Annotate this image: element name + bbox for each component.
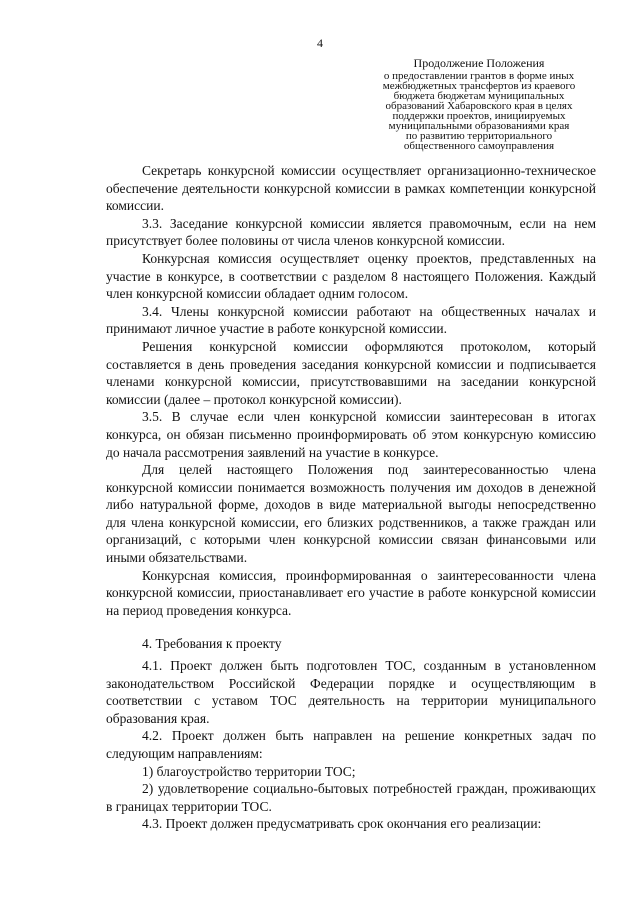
header-line: по развитию территориального (405, 130, 553, 142)
header-line: о предоставлении грантов в форме иных (383, 70, 575, 82)
body-paragraph: 4.3. Проект должен предусматривать срок окончания его реализации: (142, 816, 542, 832)
list-item: 1) благоустройство территории ТОС; (142, 763, 356, 779)
body-paragraph: Секретарь конкурсной комиссии осуществляет организационно-техническое обеспечение деятельности конкурсной комиссии в рамках компетенции конкурсной комиссии. (106, 163, 596, 214)
section-heading: 4. Требования к проекту (142, 636, 282, 652)
header-line: образований Хабаровского края в целях (385, 100, 573, 112)
page-number: 4 (317, 36, 323, 50)
header-line: межбюджетных трансфертов из краевого (382, 80, 576, 92)
header-title: Продолжение Положения (413, 56, 545, 70)
header-line: поддержки проектов, инициируемых (392, 110, 566, 122)
body-paragraph: Для целей настоящего Положения под заинтересованностью члена конкурсной комиссии понимается возможность получения им доходов в денежной либо натуральной форме, доходов в виде материальной выгоды непосредственно для члена конкурсной комиссии, его близких родственников, а также граждан или организаций, с которыми член конкурсной комиссии связан финансовыми или иными обязательствами. (106, 462, 596, 566)
body-paragraph: 4.1. Проект должен быть подготовлен ТОС, созданным в установленном законодательством Российской Федерации порядке и осуществляющим в соответствии с уставом ТОС деятельность на территории муниципального образования края. (106, 658, 596, 726)
header-line: общественного самоуправления (403, 140, 555, 152)
body-paragraph: Решения конкурсной комиссии оформляются протоколом, который составляется в день проведения заседания конкурсной комиссии и подписывается членами конкурсной комиссии, присутствовавшими на заседании конкурсной комиссии (далее – протокол конкурсной комиссии). (106, 338, 596, 407)
document-body (106, 162, 596, 833)
body-paragraph: 4.2. Проект должен быть направлен на решение конкретных задач по следующим направлениям: (106, 728, 596, 761)
body-paragraph: 3.4. Члены конкурсной комиссии работают на общественных началах и принимают личное участие в работе конкурсной комиссии. (106, 303, 596, 337)
header-line: бюджета бюджетам муниципальных (393, 90, 565, 102)
body-paragraph: 3.5. В случае если член конкурсной комиссии заинтересован в итогах конкурса, он обязан письменно проинформировать об этом конкурсную комиссию до начала рассмотрения заявлений на участие в конкурсе. (106, 409, 596, 460)
document-header (348, 56, 610, 151)
header-subtitle (348, 71, 610, 151)
body-paragraph: Конкурсная комиссия, проинформированная о заинтересованности члена конкурсной комиссии, приостанавливает его участие в работе конкурсной комиссии на период проведения конкурса. (106, 567, 596, 618)
body-paragraph: Конкурсная комиссия осуществляет оценку проектов, представленных на участие в конкурсе, в соответствии с разделом 8 настоящего Положения. Каждый член конкурсной комиссии обладает одним голосом. (106, 250, 596, 302)
body-paragraph: 3.3. Заседание конкурсной комиссии является правомочным, если на нем присутствует более половины от числа членов конкурсной комиссии. (106, 215, 596, 249)
list-item: 2) удовлетворение социально-бытовых потребностей граждан, проживающих в границах территории ТОС. (106, 781, 596, 814)
header-line: муниципальными образованиями края (388, 120, 570, 132)
